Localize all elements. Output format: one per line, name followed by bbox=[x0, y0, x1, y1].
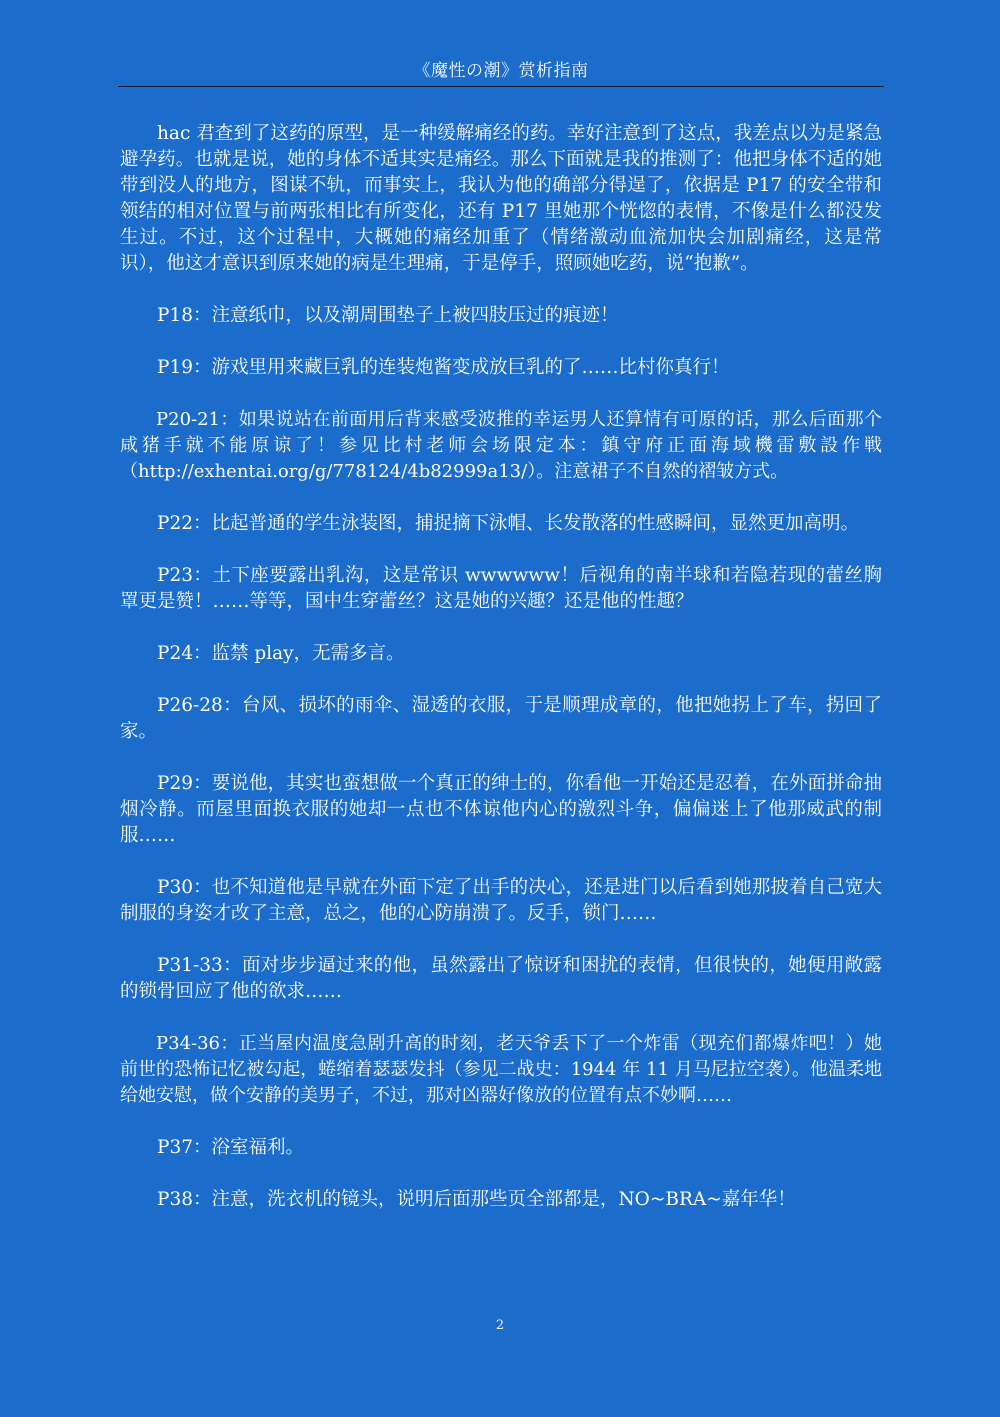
paragraph-p31-33: P31-33：面对步步逼过来的他，虽然露出了惊讶和困扰的表情，但很快的，她便用敞露的锁骨回应了他的欲求…… bbox=[120, 955, 882, 1002]
paragraph-p24: P24：监禁 play，无需多言。 bbox=[157, 643, 405, 664]
paragraph-intro: hac 君查到了这药的原型，是一种缓解痛经的药。幸好注意到了这点，我差点以为是紧急避孕药。也就是说，她的身体不适其实是痛经。那么下面就是我的推测了：他把身体不适的她带到没人的地方，图谋不轨，而事实上，我认为他的确部分得逞了，依据是 P17 的安全带和领结的相对位置与前两张相比有所变化，还有 P17 里她那个恍惚的表情，不像是什么都没发生过。不过，这个过程中，大概她的痛经加重了（情绪激动血流加快会加剧痛经，这是常识），他这才意识到原来她的病是生理痛，于是停手，照顾她吃药，说“抱歉”。 bbox=[120, 123, 882, 274]
paragraph-p23: P23：土下座要露出乳沟，这是常识 wwwwww！后视角的南半球和若隐若现的蕾丝胸罩更是赞！……等等，国中生穿蕾丝？这是她的兴趣？还是他的性趣？ bbox=[120, 565, 882, 612]
header-divider bbox=[118, 86, 884, 87]
paragraph-p34-36: P34-36：正当屋内温度急剧升高的时刻，老天爷丢下了一个炸雷（现充们都爆炸吧！）她前世的恐怖记忆被勾起，蜷缩着瑟瑟发抖（参见二战史：1944 年 11 月马尼拉空袭）。他温柔地给她安慰，做个安静的美男子，不过，那对凶器好像放的位置有点不妙啊…… bbox=[120, 1033, 882, 1106]
paragraph-p30: P30：也不知道他是早就在外面下定了出手的决心，还是进门以后看到她那披着自己宽大制服的身姿才改了主意，总之，他的心防崩溃了。反手，锁门…… bbox=[120, 877, 882, 924]
paragraph-p29: P29：要说他，其实也蛮想做一个真正的绅士的，你看他一开始还是忍着，在外面拼命抽烟冷静。而屋里面换衣服的她却一点也不体谅他内心的激烈斗争，偏偏迷上了他那威武的制服…… bbox=[120, 773, 882, 846]
paragraph-p26-28: P26-28：台风、损坏的雨伞、湿透的衣服，于是顺理成章的，他把她拐上了车，拐回了家。 bbox=[120, 695, 882, 742]
paragraph-p20-21: P20-21：如果说站在前面用后背来感受波推的幸运男人还算情有可原的话，那么后面那个咸猪手就不能原谅了！参见比村老师会场限定本：鎮守府正面海域機雷敷設作戦（http://exhentai.org/g/778124/4b82999a13/）。注意裙子不自然的褶皱方式。 bbox=[120, 409, 882, 482]
paragraph-p37: P37：浴室福利。 bbox=[157, 1137, 304, 1158]
paragraph-p38: P38：注意，洗衣机的镜头，说明后面那些页全部都是，NO~BRA~嘉年华！ bbox=[157, 1189, 796, 1210]
page-number: 2 bbox=[495, 1318, 505, 1333]
paragraph-p19: P19：游戏里用来藏巨乳的连装炮酱变成放巨乳的了……比村你真行！ bbox=[157, 357, 730, 378]
document-body bbox=[120, 121, 882, 1239]
page-header-title: 《魔性の潮》赏析指南 bbox=[413, 61, 589, 81]
paragraph-p18: P18：注意纸巾，以及潮周围垫子上被四肢压过的痕迹！ bbox=[157, 305, 619, 326]
paragraph-p22: P22：比起普通的学生泳装图，捕捉摘下泳帽、长发散落的性感瞬间，显然更加高明。 bbox=[157, 513, 859, 534]
